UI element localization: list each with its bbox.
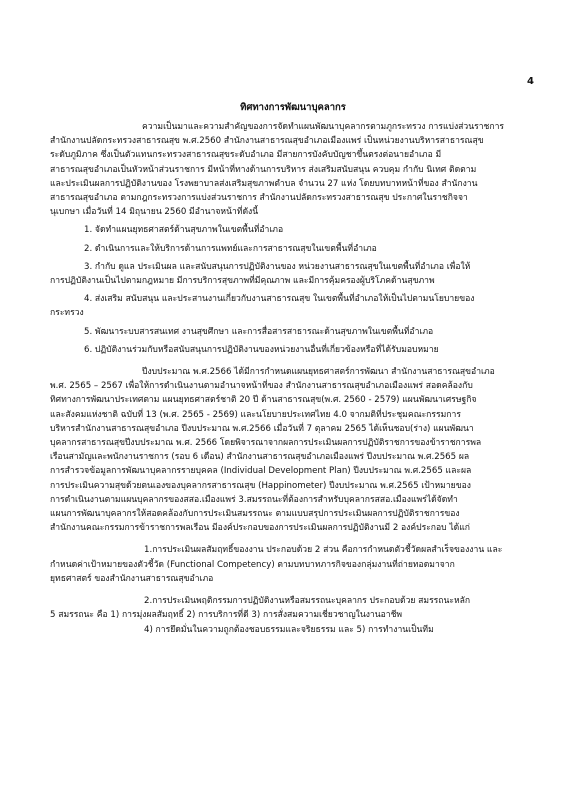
list-item-continuation: การปฏิบัติงานเป็นไปตามกฎหมาย มีการบริการสุขภาพที่มีคุณภาพ และมีการคุ้มครองผู้บริโภคด้านสุขภาพ (50, 276, 435, 287)
text-line: 2.การประเมินพฤติกรรมการปฏิบัติงานหรือสมรรถนะบุคลากร ประกอบด้วย สมรรถนะหลัก (144, 596, 471, 607)
intro-paragraph (50, 120, 544, 219)
list-item-continuation: กระทรวง (50, 308, 84, 319)
text-line: การดำเนินงานตามแผนบุคลากรของสสอ.เมืองแพร่ 3.สมรรถนะที่ต้องการสำหรับบุคลากรสสอ.เมืองแพร่ได้จัดทำ (50, 494, 458, 505)
text-line: ความเป็นมาและความสำคัญของการจัดทำแผนพัฒนาบุคลากรตามภูกระทรวง การแบ่งส่วนราชการ (142, 122, 505, 132)
list-item: 1. จัดทำแผนยุทธศาสตร์ด้านสุขภาพในเขตพื้นที่อำเภอ (84, 225, 284, 236)
text-line: การประเมินความสุขด้วยตนเองของบุคลากรสาธารณสุข (Happinometer) ปีงบประมาณ พ.ศ.2565 เป้าหมายของ (50, 480, 471, 491)
text-line: นุเบกษา เมื่อวันที่ 14 มิถุนายน 2560 มีอำนาจหน้าที่ดังนี้ (50, 207, 259, 218)
text-line: บุคลากรสาธารณสุขปีงบประมาณ พ.ศ. 2566 โดยพิจารณาจากผลการประเมินผลการปฏิบัติราชการของข้าราชการพล (50, 438, 482, 449)
text-line: ทิศทางการพัฒนาประเทศตาม แผนยุทธศาสตร์ชาติ 20 ปี ด้านสาธารณสุข(พ.ศ. 2560 - 2579) แผนพัฒนาเศรษฐกิจ (50, 395, 477, 406)
list-item: 3. กำกับ ดูแล ประเมินผล และสนับสนุนการปฏิบัติงานของ หน่วยงานสาธารณสุขในเขตพื้นที่อำเภอ เพื่อให้ (84, 261, 471, 272)
text-line: ยุทธศาสตร์ ของสำนักงานสาธารณสุขอำเภอ (50, 573, 214, 584)
achievement-paragraph (50, 543, 544, 586)
page-number: 4 (527, 76, 534, 87)
text-line: บริหารสำนักงานสาธารณสุขอำเภอ ปีงบประมาณ พ.ศ.2566 เมื่อวันที่ 7 ตุลาคม 2565 ได้เห็นชอบ(ร่าง) แผนพัฒนา (50, 423, 474, 434)
duties-list (50, 223, 544, 357)
text-line: กำหนดค่าเป้าหมายของตัวชี้วัด (Functional Competency) ตามบทบาทภารกิจของกลุ่มงานที่ถ่ายทอดมาจาก (50, 559, 455, 570)
text-line: ปีงบประมาณ พ.ศ.2566 ได้มีการกำหนดแผนยุทธศาสตร์การพัฒนา สำนักงานสาธารณสุขอำเภอ (142, 367, 495, 378)
list-item: 2. ดำเนินการและให้บริการด้านการแพทย์และการสาธารณสุขในเขตพื้นที่อำเภอ (84, 243, 377, 254)
text-line: ระดับภูมิภาค ซึ่งเป็นตัวแทนกระทรวงสาธารณสุขระดับอำเภอ มีสายการบังคับบัญชาขึ้นตรงต่อนายอำเภอ มี (50, 150, 442, 161)
text-line: เรือนสามัญและพนักงานราชการ (รอบ 6 เดือน) สำนักงานสาธารณสุขอำเภอเมืองแพร่ ปีงบประมาณ พ.ศ.2565 ผล (50, 452, 470, 463)
text-line: สาธารณสุขอำเภอเป็นหัวหน้าส่วนราชการ มีหน้าที่ทางด้านการบริหาร ส่งเสริมสนับสนุน ควบคุม กำกับ นิเทศ ติดตาม (50, 164, 477, 175)
text-line: สำนักงานปลัดกระทรวงสาธารณสุข พ.ศ.2560 สำนักงานสาธารณสุขอำเภอเมืองแพร่ เป็นหน่วยงานบริหารสาธารณสุข (50, 136, 484, 147)
text-line: พ.ศ. 2565 – 2567 เพื่อให้การดำเนินงานตามอำนาจหน้าที่ของ สำนักงานสาธารณสุขอำเภอเมืองแพร่ สอดคล้องกับ (50, 381, 473, 392)
list-item: 6. ปฏิบัติงานร่วมกับหรือสนับสนุนการปฏิบัติงานของหน่วยงานอื่นที่เกี่ยวข้องหรือที่ได้รับมอบหมาย (84, 344, 439, 355)
text-line: 1.การประเมินผลสัมฤทธิ์ของงาน ประกอบด้วย 2 ส่วน คือการกำหนดตัวชี้วัดผลสำเร็จของงาน และ (144, 545, 503, 556)
list-item: 5. พัฒนาระบบสารสนเทศ งานสุขศึกษา และการสื่อสารสาธารณะด้านสุขภาพในเขตพื้นที่อำเภอ (84, 326, 434, 337)
competency-paragraph (50, 594, 544, 637)
plan-paragraph (50, 365, 544, 535)
list-item: 4. ส่งเสริม สนับสนุน และประสานงานเกี่ยวกับงานสาธารณสุข ในเขตพื้นที่อำเภอให้เป็นไปตามนโยบายของ (84, 294, 475, 305)
text-line: สาธารณสุขอำเภอ ตามกฎกระทรวงการแบ่งส่วนราชการ สำนักงานปลัดกระทรวงสาธารณสุข ประกาศในราชกิจจา (50, 193, 468, 204)
text-line: 5 สมรรถนะ คือ 1) การมุ่งผลสัมฤทธิ์ 2) การบริการที่ดี 3) การสั่งสมความเชี่ยวชาญในงานอาชีพ (50, 610, 403, 621)
text-line: 4) การยึดมั่นในความถูกต้องชอบธรรมและจริยธรรม และ 5) การทำงานเป็นทีม (144, 624, 434, 635)
text-line: แผนการพัฒนาบุคลากรให้สอดคล้องกับการประเมินสมรรถนะ ตามแบบสรุปการประเมินผลการปฏิบัติราชการของ (50, 509, 460, 520)
document-body (50, 120, 544, 637)
text-line: การสำรวจข้อมูลการพัฒนาบุคลากรรายบุคคล (Individual Development Plan) ปีงบประมาณ พ.ศ.2565 และผล (50, 466, 472, 477)
section-title: ทิศทางการพัฒนาบุคลากร (240, 102, 346, 113)
text-line: และประเมินผลการปฏิบัติงานของ โรงพยาบาลส่งเสริมสุขภาพตำบล จำนวน 27 แห่ง โดยบทบาทหน้าที่ของ สำนักงาน (50, 178, 478, 189)
text-line: และสังคมแห่งชาติ ฉบับที่ 13 (พ.ศ. 2565 - 2569) และนโยบายประเทศไทย 4.0 จากมติที่ประชุมคณะกรรมการ (50, 409, 461, 420)
text-line: สำนักงานคณะกรรมการข้าราชการพลเรือน มีองค์ประกอบของการประเมินผลการปฏิบัติงานมี 2 องค์ประกอบ ได้แก่ (50, 523, 471, 534)
